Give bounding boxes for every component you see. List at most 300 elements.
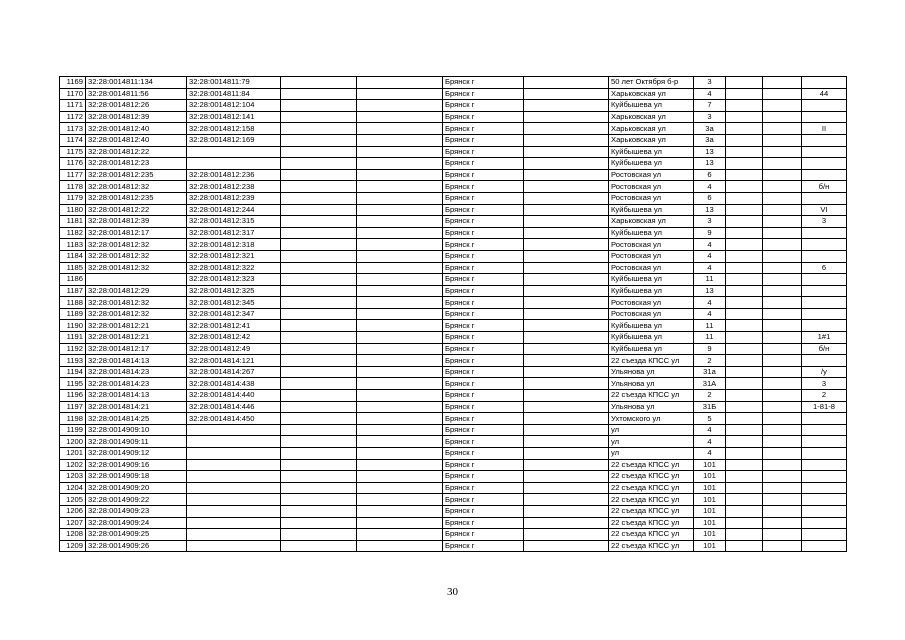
building-cadastral-number-cell: [187, 482, 281, 494]
empty-col-4-cell: [281, 100, 357, 112]
building-cadastral-number-cell: [187, 494, 281, 506]
cadastral-number-cell: 32:28:0014909:20: [86, 482, 187, 494]
cadastral-number-cell: 32:28:0014814:21: [86, 401, 187, 413]
empty-col-7-cell: [524, 459, 609, 471]
empty-col-10-cell: [726, 181, 763, 193]
empty-col-5-cell: [357, 308, 443, 320]
extra-designation-cell: [802, 459, 847, 471]
building-cadastral-number-cell: 32:28:0014812:345: [187, 297, 281, 309]
building-cadastral-number-cell: 32:28:0014812:318: [187, 239, 281, 251]
empty-col-11-cell: [763, 250, 802, 262]
table-row: [60, 158, 847, 170]
street-cell: 22 съезда КПСС ул: [609, 482, 694, 494]
empty-col-10-cell: [726, 482, 763, 494]
empty-col-5-cell: [357, 332, 443, 344]
empty-col-11-cell: [763, 239, 802, 251]
empty-col-11-cell: [763, 146, 802, 158]
cadastral-number-cell: 32:28:0014812:23: [86, 158, 187, 170]
empty-col-5-cell: [357, 459, 443, 471]
street-cell: Ростовская ул: [609, 239, 694, 251]
extra-designation-cell: /у: [802, 366, 847, 378]
building-cadastral-number-cell: 32:28:0014812:325: [187, 285, 281, 297]
empty-col-4-cell: [281, 332, 357, 344]
extra-designation-cell: [802, 192, 847, 204]
empty-col-11-cell: [763, 204, 802, 216]
row-number-cell: 1190: [60, 320, 86, 332]
street-cell: Харьковская ул: [609, 111, 694, 123]
empty-col-10-cell: [726, 216, 763, 228]
empty-col-4-cell: [281, 308, 357, 320]
row-number-cell: 1198: [60, 413, 86, 425]
table-row: [60, 459, 847, 471]
empty-col-4-cell: [281, 227, 357, 239]
house-number-cell: 4: [694, 250, 726, 262]
empty-col-7-cell: [524, 517, 609, 529]
empty-col-11-cell: [763, 227, 802, 239]
building-cadastral-number-cell: [187, 424, 281, 436]
empty-col-10-cell: [726, 540, 763, 552]
empty-col-10-cell: [726, 517, 763, 529]
extra-designation-cell: 2: [802, 390, 847, 402]
street-cell: Ростовская ул: [609, 297, 694, 309]
building-cadastral-number-cell: [187, 517, 281, 529]
empty-col-4-cell: [281, 448, 357, 460]
empty-col-4-cell: [281, 111, 357, 123]
house-number-cell: 4: [694, 297, 726, 309]
cadastral-number-cell: 32:28:0014812:39: [86, 216, 187, 228]
empty-col-10-cell: [726, 494, 763, 506]
building-cadastral-number-cell: 32:28:0014814:450: [187, 413, 281, 425]
table-row: [60, 529, 847, 541]
city-cell: Брянск г: [443, 192, 524, 204]
extra-designation-cell: [802, 308, 847, 320]
empty-col-10-cell: [726, 169, 763, 181]
empty-col-11-cell: [763, 517, 802, 529]
table-row: [60, 320, 847, 332]
empty-col-7-cell: [524, 494, 609, 506]
empty-col-7-cell: [524, 169, 609, 181]
street-cell: 22 съезда КПСС ул: [609, 390, 694, 402]
empty-col-4-cell: [281, 216, 357, 228]
empty-col-5-cell: [357, 123, 443, 135]
empty-col-10-cell: [726, 378, 763, 390]
empty-col-11-cell: [763, 343, 802, 355]
empty-col-4-cell: [281, 297, 357, 309]
row-number-cell: 1186: [60, 274, 86, 286]
table-row: [60, 448, 847, 460]
empty-col-11-cell: [763, 320, 802, 332]
empty-col-7-cell: [524, 436, 609, 448]
table-row: [60, 494, 847, 506]
empty-col-4-cell: [281, 285, 357, 297]
empty-col-11-cell: [763, 169, 802, 181]
empty-col-7-cell: [524, 540, 609, 552]
cadastral-number-cell: 32:28:0014812:32: [86, 297, 187, 309]
row-number-cell: 1197: [60, 401, 86, 413]
empty-col-4-cell: [281, 169, 357, 181]
empty-col-10-cell: [726, 355, 763, 367]
building-cadastral-number-cell: 32:28:0014812:323: [187, 274, 281, 286]
row-number-cell: 1171: [60, 100, 86, 112]
street-cell: 22 съезда КПСС ул: [609, 355, 694, 367]
street-cell: Куйбышева ул: [609, 204, 694, 216]
row-number-cell: 1209: [60, 540, 86, 552]
table-row: [60, 471, 847, 483]
empty-col-10-cell: [726, 390, 763, 402]
empty-col-10-cell: [726, 308, 763, 320]
cadastral-number-cell: 32:28:0014812:26: [86, 100, 187, 112]
city-cell: Брянск г: [443, 413, 524, 425]
building-cadastral-number-cell: 32:28:0014812:322: [187, 262, 281, 274]
street-cell: Ростовская ул: [609, 169, 694, 181]
empty-col-5-cell: [357, 158, 443, 170]
extra-designation-cell: [802, 448, 847, 460]
house-number-cell: 11: [694, 274, 726, 286]
table-row: [60, 146, 847, 158]
table-row: [60, 424, 847, 436]
cadastral-number-cell: 32:28:0014814:23: [86, 366, 187, 378]
row-number-cell: 1183: [60, 239, 86, 251]
street-cell: Харьковская ул: [609, 88, 694, 100]
empty-col-5-cell: [357, 366, 443, 378]
empty-col-5-cell: [357, 77, 443, 89]
empty-col-10-cell: [726, 505, 763, 517]
house-number-cell: 4: [694, 88, 726, 100]
empty-col-11-cell: [763, 181, 802, 193]
empty-col-4-cell: [281, 494, 357, 506]
cadastral-number-cell: [86, 274, 187, 286]
house-number-cell: 3: [694, 77, 726, 89]
empty-col-5-cell: [357, 227, 443, 239]
extra-designation-cell: б/н: [802, 181, 847, 193]
cadastral-number-cell: 32:28:0014909:25: [86, 529, 187, 541]
empty-col-10-cell: [726, 262, 763, 274]
extra-designation-cell: [802, 529, 847, 541]
empty-col-5-cell: [357, 250, 443, 262]
cadastral-number-cell: 32:28:0014811:56: [86, 88, 187, 100]
street-cell: Ухтомского ул: [609, 413, 694, 425]
empty-col-10-cell: [726, 366, 763, 378]
empty-col-7-cell: [524, 181, 609, 193]
extra-designation-cell: б/н: [802, 343, 847, 355]
empty-col-5-cell: [357, 262, 443, 274]
empty-col-4-cell: [281, 320, 357, 332]
empty-col-10-cell: [726, 320, 763, 332]
table-row: [60, 413, 847, 425]
city-cell: Брянск г: [443, 355, 524, 367]
empty-col-11-cell: [763, 216, 802, 228]
city-cell: Брянск г: [443, 482, 524, 494]
row-number-cell: 1196: [60, 390, 86, 402]
city-cell: Брянск г: [443, 123, 524, 135]
city-cell: Брянск г: [443, 401, 524, 413]
house-number-cell: 6: [694, 192, 726, 204]
empty-col-7-cell: [524, 285, 609, 297]
cadastral-number-cell: 32:28:0014812:22: [86, 146, 187, 158]
empty-col-4-cell: [281, 529, 357, 541]
table-row: [60, 505, 847, 517]
empty-col-5-cell: [357, 204, 443, 216]
empty-col-4-cell: [281, 505, 357, 517]
empty-col-11-cell: [763, 332, 802, 344]
empty-col-11-cell: [763, 540, 802, 552]
empty-col-10-cell: [726, 204, 763, 216]
city-cell: Брянск г: [443, 88, 524, 100]
extra-designation-cell: [802, 320, 847, 332]
building-cadastral-number-cell: 32:28:0014814:267: [187, 366, 281, 378]
empty-col-7-cell: [524, 529, 609, 541]
empty-col-11-cell: [763, 88, 802, 100]
extra-designation-cell: [802, 471, 847, 483]
empty-col-5-cell: [357, 448, 443, 460]
empty-col-7-cell: [524, 216, 609, 228]
empty-col-7-cell: [524, 378, 609, 390]
empty-col-10-cell: [726, 274, 763, 286]
empty-col-10-cell: [726, 413, 763, 425]
house-number-cell: 13: [694, 285, 726, 297]
cadastral-number-cell: 32:28:0014909:26: [86, 540, 187, 552]
house-number-cell: 6: [694, 169, 726, 181]
house-number-cell: 5: [694, 413, 726, 425]
extra-designation-cell: [802, 239, 847, 251]
house-number-cell: 3: [694, 216, 726, 228]
cadastral-number-cell: 32:28:0014812:21: [86, 332, 187, 344]
city-cell: Брянск г: [443, 366, 524, 378]
house-number-cell: 101: [694, 459, 726, 471]
row-number-cell: 1176: [60, 158, 86, 170]
cadastral-number-cell: 32:28:0014909:22: [86, 494, 187, 506]
street-cell: Куйбышева ул: [609, 285, 694, 297]
street-cell: Куйбышева ул: [609, 146, 694, 158]
house-number-cell: 4: [694, 181, 726, 193]
cadastral-number-cell: 32:28:0014812:32: [86, 250, 187, 262]
table-row: [60, 227, 847, 239]
row-number-cell: 1174: [60, 134, 86, 146]
empty-col-7-cell: [524, 320, 609, 332]
building-cadastral-number-cell: [187, 146, 281, 158]
extra-designation-cell: 44: [802, 88, 847, 100]
house-number-cell: 101: [694, 471, 726, 483]
row-number-cell: 1202: [60, 459, 86, 471]
city-cell: Брянск г: [443, 239, 524, 251]
empty-col-4-cell: [281, 401, 357, 413]
table-row: [60, 77, 847, 89]
street-cell: Ростовская ул: [609, 181, 694, 193]
city-cell: Брянск г: [443, 505, 524, 517]
building-cadastral-number-cell: 32:28:0014812:169: [187, 134, 281, 146]
empty-col-4-cell: [281, 262, 357, 274]
table-row: [60, 297, 847, 309]
street-cell: ул: [609, 436, 694, 448]
empty-col-4-cell: [281, 343, 357, 355]
empty-col-7-cell: [524, 343, 609, 355]
empty-col-4-cell: [281, 77, 357, 89]
extra-designation-cell: [802, 505, 847, 517]
empty-col-4-cell: [281, 239, 357, 251]
extra-designation-cell: 3: [802, 378, 847, 390]
empty-col-4-cell: [281, 355, 357, 367]
empty-col-4-cell: [281, 540, 357, 552]
street-cell: Ростовская ул: [609, 250, 694, 262]
empty-col-10-cell: [726, 332, 763, 344]
street-cell: Куйбышева ул: [609, 332, 694, 344]
table-row: [60, 111, 847, 123]
street-cell: Харьковская ул: [609, 216, 694, 228]
empty-col-10-cell: [726, 448, 763, 460]
empty-col-7-cell: [524, 505, 609, 517]
building-cadastral-number-cell: [187, 448, 281, 460]
row-number-cell: 1205: [60, 494, 86, 506]
city-cell: Брянск г: [443, 308, 524, 320]
building-cadastral-number-cell: 32:28:0014814:446: [187, 401, 281, 413]
city-cell: Брянск г: [443, 436, 524, 448]
empty-col-7-cell: [524, 332, 609, 344]
building-cadastral-number-cell: 32:28:0014812:49: [187, 343, 281, 355]
empty-col-5-cell: [357, 413, 443, 425]
building-cadastral-number-cell: 32:28:0014812:239: [187, 192, 281, 204]
building-cadastral-number-cell: 32:28:0014814:438: [187, 378, 281, 390]
empty-col-5-cell: [357, 239, 443, 251]
street-cell: 22 съезда КПСС ул: [609, 540, 694, 552]
building-cadastral-number-cell: 32:28:0014814:121: [187, 355, 281, 367]
empty-col-11-cell: [763, 297, 802, 309]
building-cadastral-number-cell: [187, 505, 281, 517]
row-number-cell: 1194: [60, 366, 86, 378]
cadastral-number-cell: 32:28:0014909:16: [86, 459, 187, 471]
city-cell: Брянск г: [443, 134, 524, 146]
empty-col-7-cell: [524, 100, 609, 112]
empty-col-5-cell: [357, 390, 443, 402]
row-number-cell: 1177: [60, 169, 86, 181]
house-number-cell: 4: [694, 448, 726, 460]
empty-col-5-cell: [357, 378, 443, 390]
empty-col-11-cell: [763, 424, 802, 436]
building-cadastral-number-cell: 32:28:0014812:104: [187, 100, 281, 112]
cadastral-number-cell: 32:28:0014814:13: [86, 390, 187, 402]
empty-col-5-cell: [357, 100, 443, 112]
cadastral-number-cell: 32:28:0014812:17: [86, 227, 187, 239]
table-row: [60, 192, 847, 204]
street-cell: Куйбышева ул: [609, 320, 694, 332]
city-cell: Брянск г: [443, 540, 524, 552]
empty-col-4-cell: [281, 192, 357, 204]
cadastral-number-cell: 32:28:0014909:12: [86, 448, 187, 460]
empty-col-5-cell: [357, 401, 443, 413]
extra-designation-cell: [802, 100, 847, 112]
building-cadastral-number-cell: 32:28:0014812:315: [187, 216, 281, 228]
row-number-cell: 1189: [60, 308, 86, 320]
empty-col-11-cell: [763, 494, 802, 506]
empty-col-4-cell: [281, 471, 357, 483]
building-cadastral-number-cell: 32:28:0014812:41: [187, 320, 281, 332]
empty-col-4-cell: [281, 436, 357, 448]
row-number-cell: 1182: [60, 227, 86, 239]
empty-col-5-cell: [357, 192, 443, 204]
empty-col-11-cell: [763, 401, 802, 413]
empty-col-11-cell: [763, 482, 802, 494]
city-cell: Брянск г: [443, 471, 524, 483]
empty-col-10-cell: [726, 111, 763, 123]
house-number-cell: 101: [694, 529, 726, 541]
row-number-cell: 1175: [60, 146, 86, 158]
row-number-cell: 1172: [60, 111, 86, 123]
street-cell: Ростовская ул: [609, 192, 694, 204]
empty-col-4-cell: [281, 146, 357, 158]
row-number-cell: 1179: [60, 192, 86, 204]
house-number-cell: 31Б: [694, 401, 726, 413]
row-number-cell: 1169: [60, 77, 86, 89]
empty-col-11-cell: [763, 285, 802, 297]
empty-col-10-cell: [726, 343, 763, 355]
empty-col-4-cell: [281, 517, 357, 529]
cadastral-number-cell: 32:28:0014812:21: [86, 320, 187, 332]
extra-designation-cell: VI: [802, 204, 847, 216]
empty-col-10-cell: [726, 134, 763, 146]
empty-col-4-cell: [281, 424, 357, 436]
empty-col-5-cell: [357, 216, 443, 228]
table-row: [60, 540, 847, 552]
empty-col-5-cell: [357, 505, 443, 517]
table-row: [60, 216, 847, 228]
extra-designation-cell: [802, 540, 847, 552]
building-cadastral-number-cell: 32:28:0014812:321: [187, 250, 281, 262]
empty-col-4-cell: [281, 158, 357, 170]
row-number-cell: 1206: [60, 505, 86, 517]
house-number-cell: 9: [694, 343, 726, 355]
city-cell: Брянск г: [443, 100, 524, 112]
empty-col-4-cell: [281, 88, 357, 100]
extra-designation-cell: [802, 227, 847, 239]
empty-col-5-cell: [357, 274, 443, 286]
empty-col-5-cell: [357, 169, 443, 181]
empty-col-10-cell: [726, 158, 763, 170]
empty-col-7-cell: [524, 262, 609, 274]
street-cell: Ростовская ул: [609, 262, 694, 274]
empty-col-11-cell: [763, 123, 802, 135]
building-cadastral-number-cell: 32:28:0014812:347: [187, 308, 281, 320]
house-number-cell: 13: [694, 158, 726, 170]
extra-designation-cell: [802, 274, 847, 286]
row-number-cell: 1195: [60, 378, 86, 390]
row-number-cell: 1207: [60, 517, 86, 529]
empty-col-10-cell: [726, 239, 763, 251]
city-cell: Брянск г: [443, 250, 524, 262]
table-row: [60, 250, 847, 262]
city-cell: Брянск г: [443, 517, 524, 529]
city-cell: Брянск г: [443, 297, 524, 309]
table-row: [60, 274, 847, 286]
empty-col-11-cell: [763, 274, 802, 286]
row-number-cell: 1187: [60, 285, 86, 297]
cadastral-number-cell: 32:28:0014814:23: [86, 378, 187, 390]
table-row: [60, 181, 847, 193]
city-cell: Брянск г: [443, 378, 524, 390]
empty-col-10-cell: [726, 471, 763, 483]
table-row: [60, 378, 847, 390]
empty-col-5-cell: [357, 88, 443, 100]
cadastral-number-cell: 32:28:0014909:11: [86, 436, 187, 448]
cadastral-number-cell: 32:28:0014811:134: [86, 77, 187, 89]
table-row: [60, 100, 847, 112]
row-number-cell: 1185: [60, 262, 86, 274]
city-cell: Брянск г: [443, 390, 524, 402]
empty-col-5-cell: [357, 517, 443, 529]
empty-col-7-cell: [524, 448, 609, 460]
street-cell: Харьковская ул: [609, 123, 694, 135]
row-number-cell: 1170: [60, 88, 86, 100]
city-cell: Брянск г: [443, 227, 524, 239]
city-cell: Брянск г: [443, 216, 524, 228]
